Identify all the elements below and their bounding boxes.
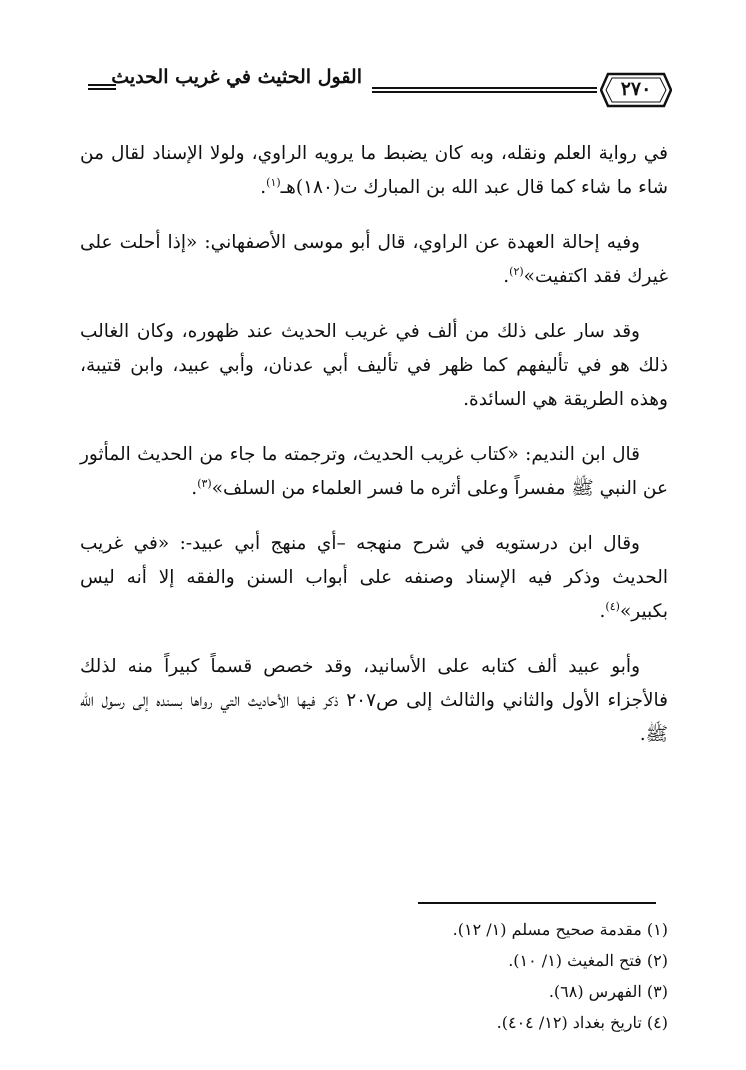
footnotes bbox=[250, 914, 668, 1038]
paragraph-text: وقال ابن درستويه في شرح منهجه –أي منهج أبي عبيد-: «في غريب الحديث وذكر فيه الإسناد وصنفه على أبواب السنن والفقه إلا أنه ليس بكبير» bbox=[80, 533, 668, 622]
running-title: القول الحثيث في غريب الحديث bbox=[111, 66, 362, 88]
paragraph-text: وقد سار على ذلك من ألف في غريب الحديث عند ظهوره، وكان الغالب ذلك هو في تأليفهم كما ظهر في تأليف أبي عدنان، وأبي عبيد، وابن قتيبة، وهذه الطريقة هي السائدة. bbox=[80, 321, 668, 410]
footnote-ref: (٢) bbox=[509, 264, 524, 278]
paragraph-tail: . bbox=[191, 478, 198, 499]
footnote: (٤) تاريخ بغداد (١٢/ ٤٠٤). bbox=[496, 1013, 668, 1032]
footnote: (١) مقدمة صحيح مسلم (١/ ١٢). bbox=[452, 920, 668, 939]
paragraph bbox=[80, 315, 668, 417]
footnote: (٣) الفهرس (٦٨). bbox=[548, 982, 668, 1001]
paragraph bbox=[80, 527, 668, 629]
paragraph-tail: . bbox=[260, 177, 267, 198]
paragraph bbox=[80, 650, 668, 752]
paragraph-tail: . bbox=[599, 601, 606, 622]
footnote-ref: (١) bbox=[266, 175, 281, 189]
header-rule bbox=[372, 87, 597, 95]
footnote-ref: (٤) bbox=[605, 599, 620, 613]
page-number-badge bbox=[600, 70, 672, 110]
main-text bbox=[80, 137, 668, 773]
footnote: (٢) فتح المغيث (١/ ١٠). bbox=[508, 951, 668, 970]
footnote-separator bbox=[418, 902, 656, 904]
paragraph-text: قال ابن النديم: «كتاب غريب الحديث، وترجمته ما جاء من الحديث المأثور عن النبي ﷺ مفسراً وعلى أثره ما فسر العلماء من السلف» bbox=[80, 444, 668, 499]
paragraph-text: وفيه إحالة العهدة عن الراوي، قال أبو موسى الأصفهاني: «إذا أحلت على غيرك فقد اكتفيت» bbox=[80, 232, 668, 287]
paragraph bbox=[80, 137, 668, 205]
page-number: ٢٧٠ bbox=[620, 78, 652, 100]
paragraph-text: في رواية العلم ونقله، وبه كان يضبط ما يرويه الراوي، ولولا الإسناد لقال من شاء ما شاء كما قال عبد الله بن المبارك ت(١٨٠)هـ bbox=[80, 143, 668, 198]
paragraph bbox=[80, 438, 668, 506]
paragraph bbox=[80, 226, 668, 294]
page-header bbox=[82, 58, 672, 114]
footnote-ref: (٣) bbox=[197, 476, 212, 490]
paragraph-tail: . bbox=[503, 266, 510, 287]
paragraph-text: وأبو عبيد ألف كتابه على الأسانيد، وقد خصص قسماً كبيراً منه لذلك فالأجزاء الأول والثاني والثالث إلى ص٢٠٧ ذكر فيها الأحاديث التي رواها بسنده إلى رسول الله ﷺ. bbox=[80, 656, 668, 745]
